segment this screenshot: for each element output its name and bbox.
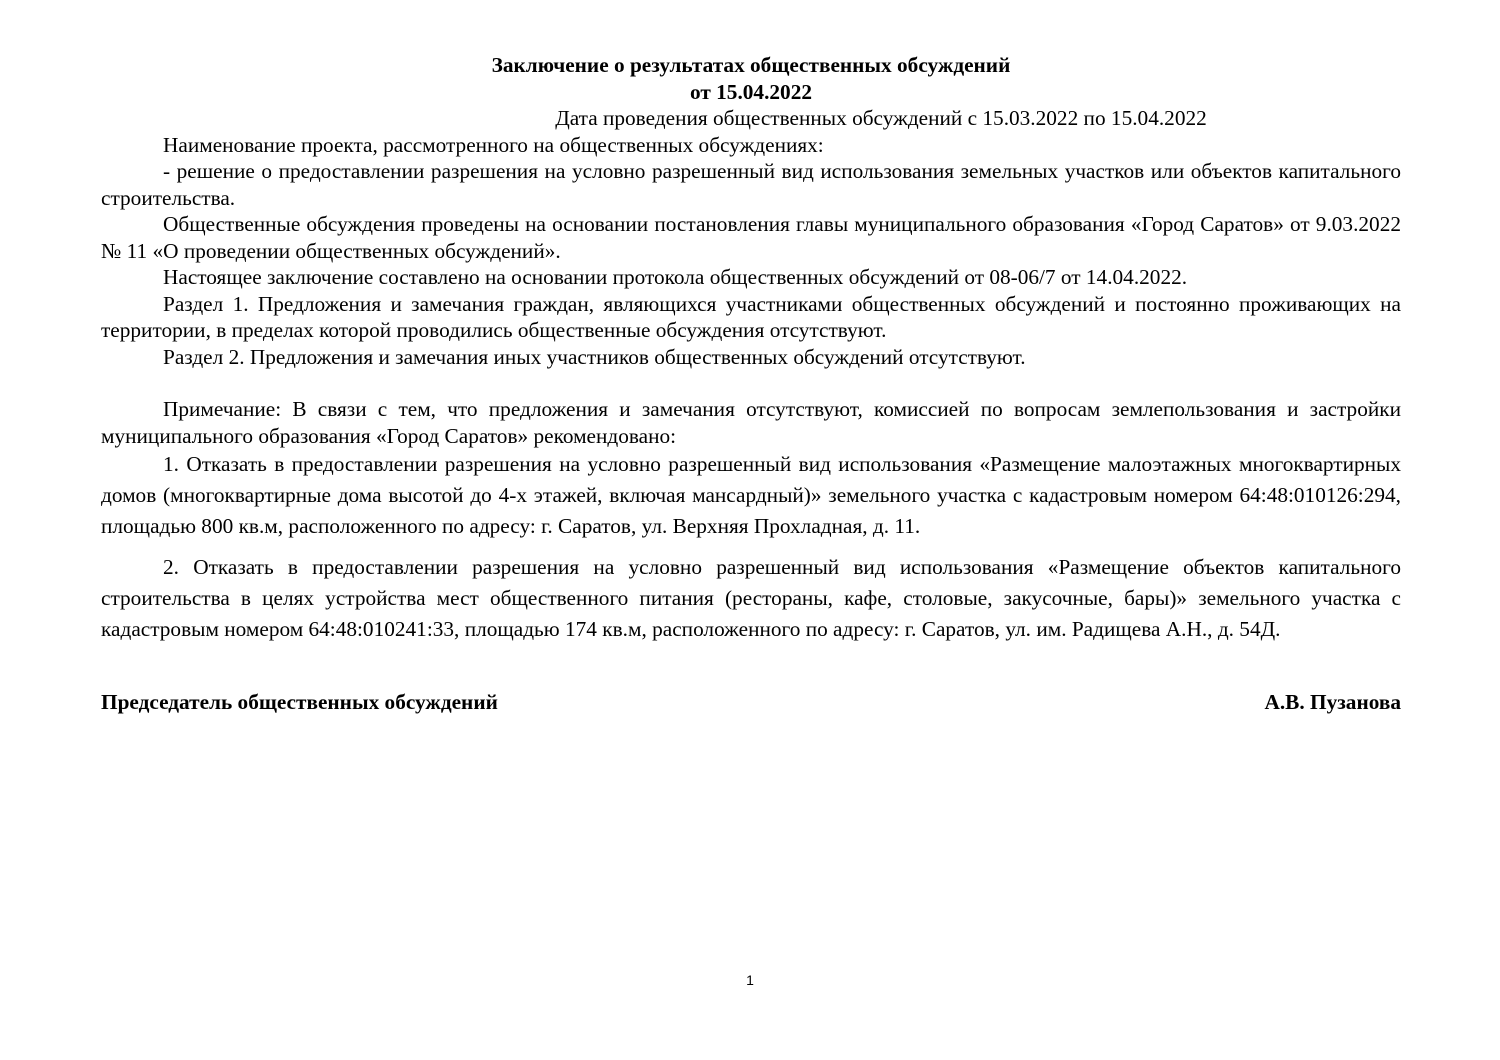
section-2-paragraph: Раздел 2. Предложения и замечания иных участников общественных обсуждений отсутствуют.	[163, 344, 1026, 369]
project-name: - решение о предоставлении разрешения на условно разрешенный вид использования земельных участков или объектов капитального строительства.	[101, 159, 1401, 210]
document-date: от 15.04.2022	[690, 79, 812, 104]
signature-name: А.В. Пузанова	[1264, 690, 1401, 714]
signature-block	[101, 689, 1401, 716]
section-1-paragraph: Раздел 1. Предложения и замечания граждан, являющихся участниками общественных обсуждений и постоянно проживающих на территории, в пределах которой проводились общественные обсуждения отсутствуют.	[101, 291, 1401, 342]
document-title: Заключение о результатах общественных обсуждений	[491, 53, 1011, 77]
note-paragraph: Примечание: В связи с тем, что предложения и замечания отсутствуют, комиссией по вопросам землепользования и застройки муниципального образования «Город Саратов» рекомендовано:	[101, 397, 1401, 448]
recommendation-item-1: 1. Отказать в предоставлении разрешения на условно разрешенный вид использования «Размещение малоэтажных многоквартирных домов (многоквартирные дома высотой до 4-х этажей, включая мансардный)» земельного участка с кадастровым номером 64:48:010126:294, площадью 800 кв.м, расположенного по адресу: г. Саратов, ул. Верхняя Прохладная, д. 11.	[101, 452, 1401, 538]
recommendation-item-2: 2. Отказать в предоставлении разрешения на условно разрешенный вид использования «Размещение объектов капитального строительства в целях устройства мест общественного питания (рестораны, кафе, столовые, закусочные, бары)» земельного участка с кадастровым номером 64:48:010241:33, площадью 174 кв.м, расположенного по адресу: г. Саратов, ул. им. Радищева А.Н., д. 54Д.	[101, 555, 1401, 641]
basis-paragraph: Общественные обсуждения проведены на основании постановления главы муниципального образования «Город Саратов» от 9.03.2022 № 11 «О проведении общественных обсуждений».	[101, 212, 1401, 263]
document-page	[101, 52, 1401, 716]
discussion-period: Дата проведения общественных обсуждений с 15.03.2022 по 15.04.2022	[555, 106, 1207, 130]
signature-role: Председатель общественных обсуждений	[101, 690, 498, 714]
title-block	[101, 52, 1401, 105]
protocol-paragraph: Настоящее заключение составлено на основании протокола общественных обсуждений от 08-06/7 от 14.04.2022.	[163, 265, 1188, 289]
project-heading: Наименование проекта, рассмотренного на общественных обсуждениях:	[163, 132, 824, 157]
page-number: 1	[746, 972, 754, 988]
